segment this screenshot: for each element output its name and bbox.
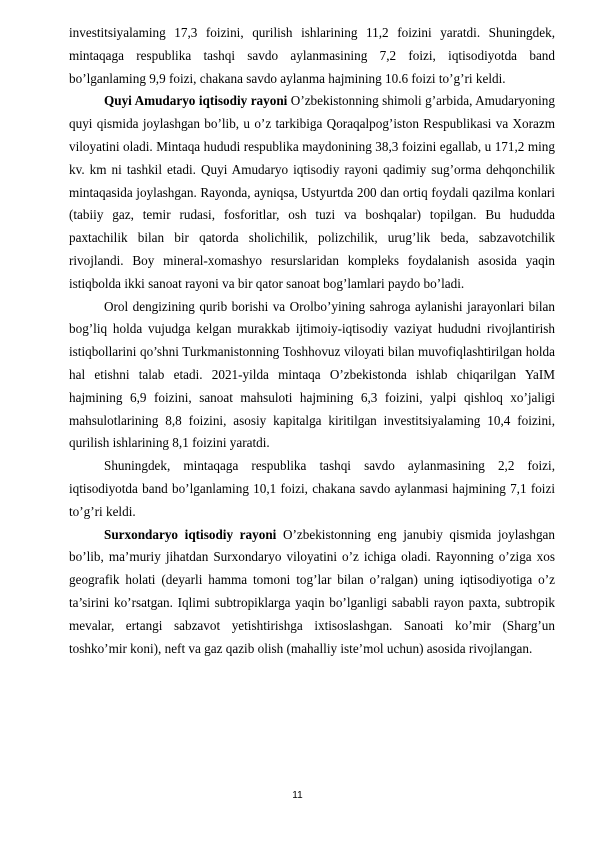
paragraph-text: investitsiyalaming 17,3 foizini, qurilish ishlarining 11,2 foizini yaratdi. Shuningdek, mintaqaga respublika tashqi savdo aylanmasining 7,2 foizi, iqtisodiyotda band bo’lganlaming 9,9 foizi, chakana savdo aylanma hajmining 10.6 foizi to’g’ri keldi. [69, 25, 555, 86]
paragraph-text: Orol dengizining qurib borishi va Orolbo’yining sahroga aylanishi jarayonlari bilan bog’liq holda vujudga kelgan murakkab ijtimoiy-iqtisodiy vaziyat hududni rivojlantirish istiqbollarini qo’shni Turkmanistonning Toshhovuz viloyati bilan muvofiqlashtirilgan holda hal etishni talab etadi. 2021-yilda mintaqa O’zbekistonda ishlab chiqarilgan YaIM hajmining 6,9 foizini, sanoat mahsuloti hajmining 6,3 foizini, yalpi qishloq xo’jaligi mahsulotlarining 8,8 foizini, asosiy kapitalga kiritilgan investitsiyalaming 10,4 foizini, qurilish ishlarining 8,1 foizini yaratdi. [69, 298, 555, 451]
paragraph-shuningdek [69, 455, 555, 523]
document-page [69, 22, 555, 660]
paragraph-text: O’zbekistonning shimoli g’arbida, Amudaryoning quyi qismida joylashgan bo’lib, u o’z tarkibiga Qoraqalpog’iston Respublikasi va Xorazm viloyatini oladi. Mintaqa hududi respublika maydonining 38,3 foizini egallab, u 171,2 ming kv. km ni tashkil etadi. Quyi Amudaryo iqtisodiy rayoni qadimiy sug’orma dehqonchilik mintaqasida joylashgan. Rayonda, ayniqsa, Ustyurtda 200 dan ortiq foydali qazilma konlari (tabiiy gaz, temir rudasi, fosforitlar, osh tuzi va boshqalar) topilgan. Bu hududda paxtachilik bilan bir qatorda sholichilik, polizchilik, urug’lik beda, sabzavotchilik rivojlandi. Boy mineral-xomashyo resurslaridan kompleks foydalanish asosida yaqin istiqbolda ikki sanoat rayoni va bir qator sanoat bog’lamlari paydo bo’ladi. [69, 93, 555, 291]
paragraph-text: Shuningdek, mintaqaga respublika tashqi savdo aylanmasining 2,2 foizi, iqtisodiyotda band bo’lganlaming 10,1 foizi, chakana savdo aylanmasi hajmining 7,1 foizi to’g’ri keldi. [69, 458, 555, 519]
paragraph-lead-heading: Quyi Amudaryo iqtisodiy rayoni [104, 93, 288, 109]
paragraph-surxondaryo [69, 524, 555, 661]
paragraph-lead-heading: Surxondaryo iqtisodiy rayoni [104, 526, 277, 542]
paragraph-orol [69, 296, 555, 456]
page-number: 11 [292, 790, 303, 801]
paragraph-continuation [69, 22, 555, 90]
paragraph-quyi-amudaryo [69, 90, 555, 295]
paragraph-text: O’zbekistonning eng janubiy qismida joylashgan bo’lib, ma’muriy jihatdan Surxondaryo viloyatini o’z ichiga oladi. Rayonning o’ziga xos geografik holati (deyarli hamma tomoni tog’lar bilan o’ralgan) uning iqtisodiyotiga o’z ta’sirini ko’rsatgan. Iqlimi subtropiklarga yaqin bo’lganligi sababli rayon paxta, subtropik mevalar, ertangi sabzavot yetishtirishga ixtisoslashgan. Sanoati ko’mir (Sharg’un toshko’mir koni), neft va gaz qazib olish (mahalliy iste’mol uchun) asosida rivojlangan. [69, 526, 555, 656]
